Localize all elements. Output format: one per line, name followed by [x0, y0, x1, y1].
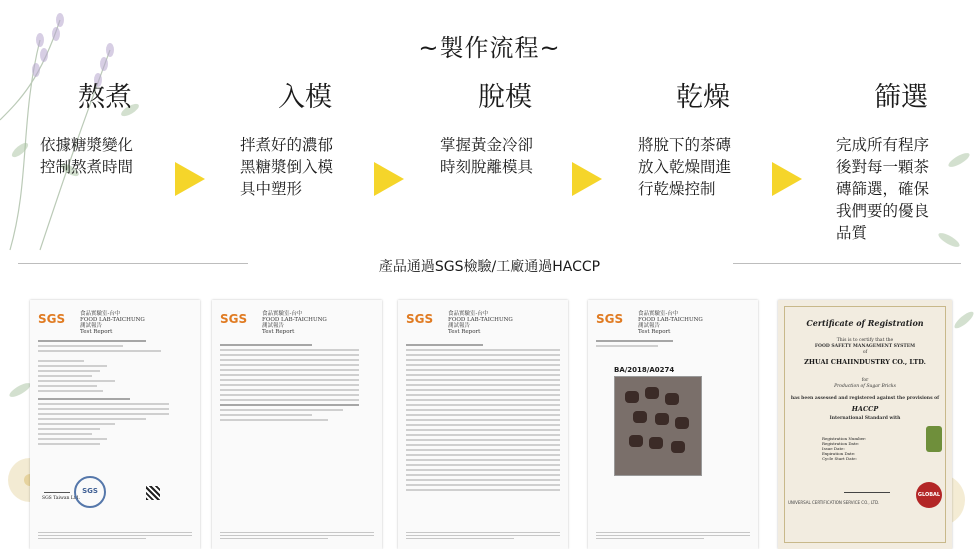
step-screening: [836, 78, 966, 244]
step-desc-line: 完成所有程序: [836, 136, 930, 154]
certificate-detail-label: Registration Date:: [822, 441, 860, 446]
step-desc-line: 後對每一顆茶: [836, 158, 930, 176]
certificate-scope: Production of Sugar Bricks: [834, 384, 896, 389]
certificate-detail-label: Issue Date:: [822, 446, 845, 451]
report-footer: [406, 532, 560, 541]
certificate-company: ZHUAI CHAIINDUSTRY CO., LTD.: [804, 358, 926, 366]
step-description: [240, 134, 370, 200]
step-name: 脫模: [478, 82, 532, 113]
lab-name-zh: 食品實驗室-台中: [448, 311, 489, 317]
certificate-issuer: UNIVERSAL CERTIFICATION SERVICE CO., LTD.: [788, 500, 880, 505]
step-desc-line: 掌握黃金冷卻: [440, 136, 534, 154]
page-title: ~製作流程~: [418, 34, 561, 62]
report-name-en: Test Report: [262, 329, 295, 335]
certificate-details: [822, 436, 866, 461]
certificate-line: FOOD SAFETY MANAGEMENT SYSTEM: [814, 344, 916, 349]
step-desc-line: 將脫下的茶磚: [638, 136, 732, 154]
step-desc-line: 具中塑形: [240, 180, 303, 198]
report-name-zh: 測試報告: [638, 323, 661, 329]
lab-name: [638, 311, 703, 335]
certificate-line: This is to certify that the: [836, 338, 894, 343]
sgs-stamp: SGS: [74, 476, 106, 508]
sgs-report-2[interactable]: [212, 300, 382, 549]
certificate-line: has been assessed and registered against the provisions of: [790, 396, 940, 401]
certificate-detail-label: Registration Number:: [822, 436, 867, 441]
step-desc-line: 行乾燥控制: [638, 180, 716, 198]
lab-name: [80, 311, 145, 335]
signer-name: SGS Taiwan Ltd.: [42, 496, 80, 501]
arrow-right-icon: [772, 162, 802, 196]
lab-name-en: FOOD LAB-TAICHUNG: [80, 317, 145, 323]
certificate-line: International Standard with: [829, 416, 901, 421]
certificate-title: Certificate of Registration: [806, 318, 924, 328]
signature: [44, 482, 70, 493]
step-demolding: [440, 78, 570, 178]
step-drying: [638, 78, 768, 200]
step-desc-line: 我們要的優良: [836, 202, 930, 220]
arrow-right-icon: [175, 162, 205, 196]
lab-name: [262, 311, 327, 335]
step-desc-line: 黑糖漿倒入模: [240, 158, 334, 176]
report-text-block: [596, 340, 750, 350]
report-header: [406, 308, 560, 335]
lab-name-zh: 食品實驗室-台中: [638, 311, 679, 317]
report-footer: [220, 532, 374, 541]
report-name-en: Test Report: [448, 329, 481, 335]
step-description: [440, 134, 570, 178]
report-footer: [38, 532, 192, 541]
report-header: [596, 308, 750, 335]
global-seal-icon: GLOBAL: [916, 482, 942, 508]
sgs-logo: SGS: [596, 312, 624, 326]
report-text-block: [220, 344, 374, 424]
step-description: [638, 134, 768, 200]
sample-id: BA/2018/A0274: [614, 366, 675, 374]
sgs-report-4[interactable]: [588, 300, 758, 549]
report-text-block: [406, 344, 560, 494]
report-footer: [596, 532, 750, 541]
step-name: 篩選: [874, 82, 928, 113]
step-desc-line: 磚篩選，確保: [836, 180, 930, 198]
sgs-logo: SGS: [406, 312, 434, 326]
lab-name-en: FOOD LAB-TAICHUNG: [448, 317, 513, 323]
report-name-zh: 測試報告: [262, 323, 285, 329]
step-desc-line: 時刻脫離模具: [440, 158, 534, 176]
lab-name-zh: 食品實驗室-台中: [262, 311, 303, 317]
certificate-detail-label: Expiration Date:: [822, 451, 856, 456]
report-name-en: Test Report: [638, 329, 671, 335]
seal-icon: [926, 426, 942, 452]
sample-photo: [614, 376, 702, 476]
report-header: [38, 308, 192, 335]
process-steps: [0, 78, 979, 242]
report-name-zh: 測試報告: [448, 323, 471, 329]
report-name-zh: 測試報告: [80, 323, 103, 329]
step-name: 熬煮: [78, 82, 132, 113]
qr-code-icon: [146, 486, 160, 500]
haccp-certificate[interactable]: [778, 300, 952, 549]
signature: [844, 486, 890, 493]
lab-name-en: FOOD LAB-TAICHUNG: [262, 317, 327, 323]
step-desc-line: 依據糖漿變化: [40, 136, 134, 154]
report-text-block: [38, 340, 192, 448]
lab-name-en: FOOD LAB-TAICHUNG: [638, 317, 703, 323]
sgs-report-1[interactable]: [30, 300, 200, 549]
step-desc-line: 放入乾燥間進: [638, 158, 732, 176]
step-name: 入模: [278, 82, 332, 113]
certificate-detail-label: Cycle Start Date:: [822, 456, 857, 461]
certificate-line: for: [861, 378, 869, 383]
certificate-standard: HACCP: [851, 405, 879, 413]
sgs-logo: SGS: [220, 312, 248, 326]
arrow-right-icon: [374, 162, 404, 196]
step-desc-line: 控制熬煮時間: [40, 158, 134, 176]
step-description: [836, 134, 966, 244]
step-desc-line: 拌煮好的濃郁: [240, 136, 334, 154]
step-name: 乾燥: [676, 82, 730, 113]
lab-name: [448, 311, 513, 335]
step-description: [40, 134, 170, 178]
lab-name-zh: 食品實驗室-台中: [80, 311, 121, 317]
step-molding: [240, 78, 370, 200]
certificate-gallery: [0, 300, 979, 549]
sgs-logo: SGS: [38, 312, 66, 326]
report-header: [220, 308, 374, 335]
sgs-report-3[interactable]: [398, 300, 568, 549]
certifications-title: 產品通過SGS檢驗/工廠通過HACCP: [378, 259, 601, 275]
step-desc-line: 品質: [836, 224, 868, 242]
certificate-line: of: [862, 350, 868, 355]
step-boiling: [40, 78, 170, 178]
arrow-right-icon: [572, 162, 602, 196]
report-name-en: Test Report: [80, 329, 113, 335]
divider-right: [733, 263, 961, 264]
